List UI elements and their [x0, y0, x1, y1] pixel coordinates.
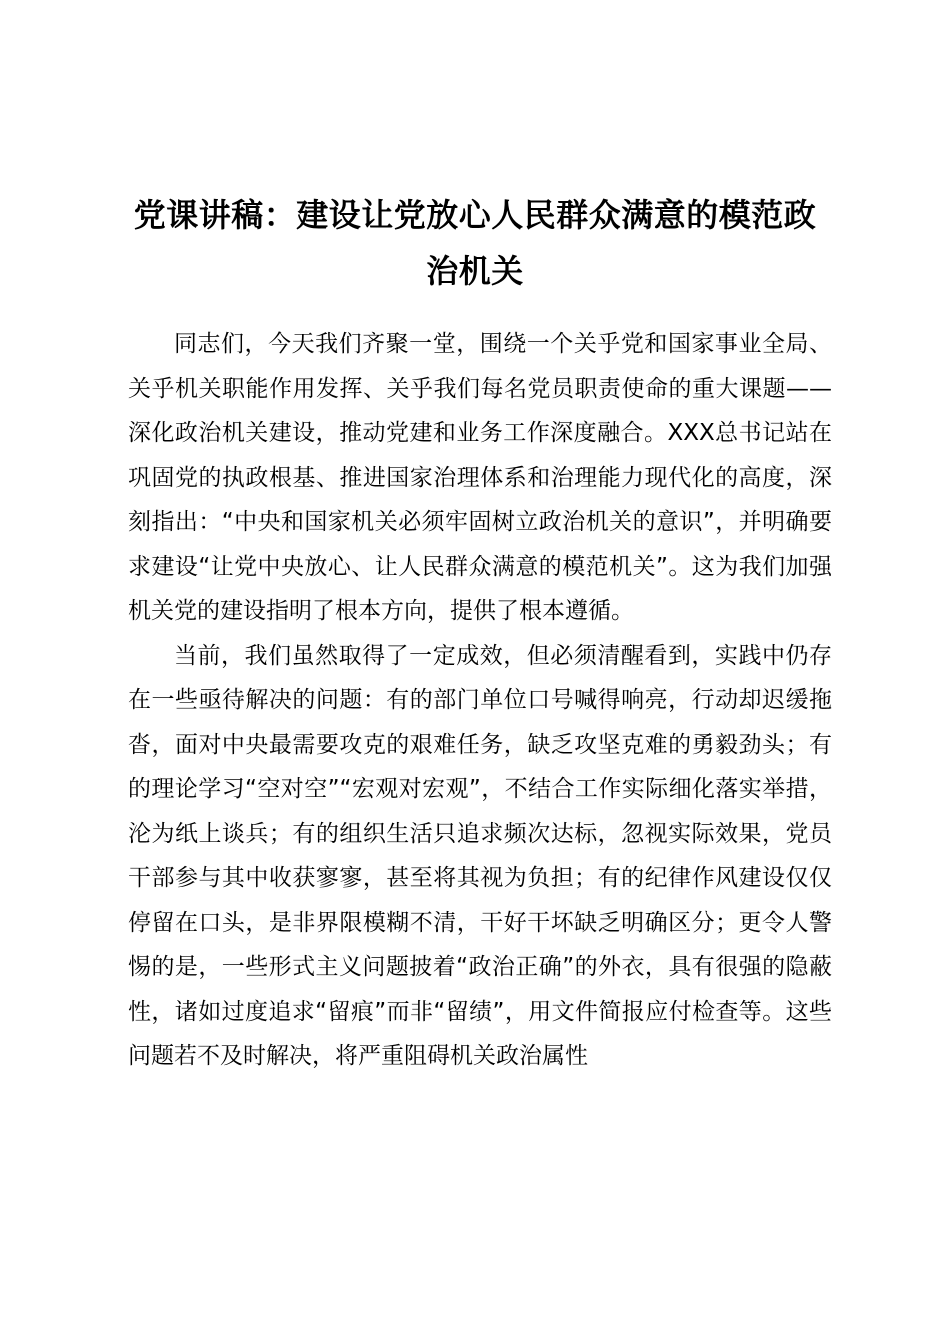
paragraph-2: 当前，我们虽然取得了一定成效，但必须清醒看到，实践中仍存在一些亟待解决的问题：有的部门单位口号喊得响亮，行动却迟缓拖沓，面对中央最需要攻克的艰难任务，缺乏攻坚克难的勇毅劲头；有的理论学习“空对空”“宏观对宏观”，不结合工作实际细化落实举措，沦为纸上谈兵；有的组织生活只追求频次达标，忽视实际效果，党员干部参与其中收获寥寥，甚至将其视为负担；有的纪律作风建设仅仅停留在口头，是非界限模糊不清，干好干坏缺乏明确区分；更令人警惕的是，一些形式主义问题披着“政治正确”的外衣，具有很强的隐蔽性，诸如过度追求“留痕”而非“留绩”，用文件简报应付检查等。这些问题若不及时解决，将严重阻碍机关政治属性 [128, 642, 832, 1069]
paragraph-1: 同志们，今天我们齐聚一堂，围绕一个关乎党和国家事业全局、关乎机关职能作用发挥、关乎我们每名党员职责使命的重大课题——深化政治机关建设，推动党建和业务工作深度融合。XXX总书记站在巩固党的执政根基、推进国家治理体系和治理能力现代化的高度，深刻指出：“中央和国家机关必须牢固树立政治机关的意识”，并明确要求建设“让党中央放心、让人民群众满意的模范机关”。这为我们加强机关党的建设指明了根本方向，提供了根本遵循。 [128, 331, 832, 624]
document-title: 党课讲稿：建设让党放心人民群众满意的模范政治机关 [133, 196, 817, 291]
document-body [128, 322, 832, 1079]
